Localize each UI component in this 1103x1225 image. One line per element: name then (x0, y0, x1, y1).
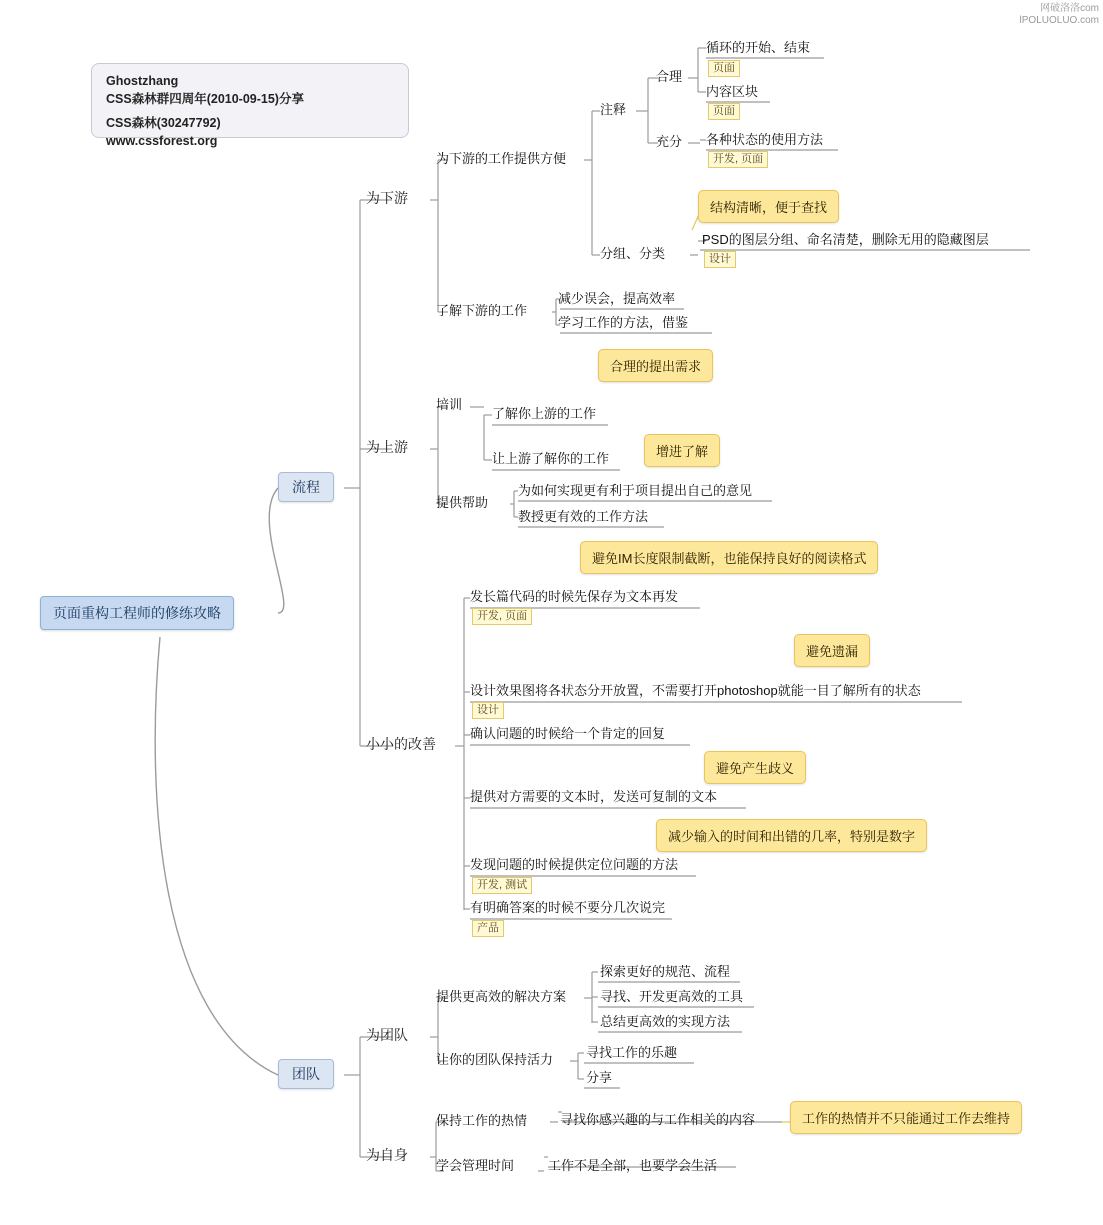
node-chongfen[interactable]: 充分 (656, 134, 683, 149)
node-provide-help[interactable]: 提供帮助 (436, 495, 489, 510)
tag-dev-page-2 (472, 607, 532, 625)
node-peixun[interactable]: 培训 (436, 397, 463, 412)
branch-node-tuandui[interactable] (278, 1059, 334, 1089)
node-loop-start-end[interactable]: 循环的开始、结束 (706, 40, 811, 55)
info-box (91, 63, 409, 148)
branch-node-liucheng-label: 流程 (292, 479, 320, 495)
tag-product (472, 919, 504, 937)
tag-label: 页面 (708, 103, 740, 120)
node-manage-time[interactable]: 学会管理时间 (436, 1158, 515, 1173)
node-provide-convenience[interactable]: 为下游的工作提供方便 (436, 151, 567, 166)
node-weixiayou[interactable]: 为下游 (366, 190, 408, 206)
callout-avoid-ambiguity[interactable]: 避免产生歧义 (704, 751, 806, 784)
node-confirm-reply[interactable]: 确认问题的时候给一个肯定的回复 (470, 726, 666, 741)
node-team-vitality[interactable]: 让你的团队保持活力 (436, 1052, 554, 1067)
watermark-line2: lPOLUOLUO.com (1019, 15, 1099, 26)
node-weishangyou[interactable]: 为上游 (366, 439, 408, 455)
node-weizishen[interactable]: 为自身 (366, 1147, 408, 1163)
node-learn-method[interactable]: 学习工作的方法，借鉴 (558, 315, 689, 330)
watermark (1020, 3, 1099, 27)
node-copyable-text[interactable]: 提供对方需要的文本时，发送可复制的文本 (470, 789, 718, 804)
tag-dev-page-1 (708, 150, 768, 168)
node-long-code[interactable]: 发长篇代码的时候先保存为文本再发 (470, 589, 679, 604)
callout-reasonable-requirements[interactable]: 合理的提出需求 (598, 349, 713, 382)
node-states-usage[interactable]: 各种状态的使用方法 (706, 132, 824, 147)
callout-reduce-input[interactable]: 减少输入的时间和出错的几率，特别是数字 (656, 819, 927, 852)
tag-label: 产品 (472, 920, 504, 937)
node-share[interactable]: 分享 (586, 1070, 613, 1085)
info-event: CSS森林群四周年(2010-09-15)分享 (106, 92, 304, 106)
tag-label: 设计 (704, 251, 736, 268)
tag-dev-test (472, 876, 532, 894)
node-answer-once[interactable]: 有明确答案的时候不要分几次说完 (470, 900, 666, 915)
info-author: Ghostzhang (106, 74, 179, 88)
info-group: CSS森林(30247792) (106, 116, 221, 130)
tag-label: 页面 (708, 60, 740, 77)
tag-label: 开发, 页面 (472, 608, 532, 625)
root-node[interactable] (40, 596, 234, 630)
node-locate-problem[interactable]: 发现问题的时候提供定位问题的方法 (470, 857, 679, 872)
callout-structure-clear[interactable]: 结构清晰，便于查找 (698, 190, 839, 223)
node-find-tools[interactable]: 寻找、开发更高效的工具 (600, 989, 744, 1004)
tag-label: 开发, 页面 (708, 151, 768, 168)
callout-improve-understanding[interactable]: 增进了解 (644, 434, 720, 467)
node-project-opinion[interactable]: 为如何实现更有利于项目提出自己的意见 (518, 483, 753, 498)
branch-node-tuandui-label: 团队 (292, 1066, 320, 1082)
tag-page-2 (708, 102, 740, 120)
node-let-upstream-know[interactable]: 让上游了解你的工作 (492, 451, 610, 466)
watermark-line1: 网破洛洛com (1040, 3, 1099, 14)
node-understand-downstream[interactable]: 了解下游的工作 (436, 303, 528, 318)
tag-label: 设计 (472, 702, 504, 719)
node-explore-standards[interactable]: 探索更好的规范、流程 (600, 964, 731, 979)
node-teach-methods[interactable]: 教授更有效的工作方法 (518, 509, 649, 524)
root-node-label: 页面重构工程师的修练攻略 (53, 605, 221, 621)
node-keep-passion[interactable]: 保持工作的热情 (436, 1113, 528, 1128)
node-know-upstream[interactable]: 了解你上游的工作 (492, 406, 597, 421)
node-work-life[interactable]: 工作不是全部，也要学会生活 (548, 1158, 718, 1173)
branch-node-liucheng[interactable] (278, 472, 334, 502)
tag-page-1 (708, 59, 740, 77)
node-find-fun[interactable]: 寻找工作的乐趣 (586, 1045, 678, 1060)
node-design-states[interactable]: 设计效果图将各状态分开放置，不需要打开photoshop就能一目了解所有的状态 (470, 683, 921, 698)
node-find-interest[interactable]: 寻找你感兴趣的与工作相关的内容 (560, 1112, 756, 1127)
tag-design-1 (704, 250, 736, 268)
node-weituandui[interactable]: 为团队 (366, 1027, 408, 1043)
node-zhushi[interactable]: 注释 (600, 102, 627, 117)
node-efficient-solution[interactable]: 提供更高效的解决方案 (436, 989, 567, 1004)
tag-label: 开发, 测试 (472, 877, 532, 894)
callout-avoid-omission[interactable]: 避免遗漏 (794, 634, 870, 667)
callout-work-passion[interactable]: 工作的热情并不只能通过工作去维持 (790, 1101, 1022, 1134)
info-site: www.cssforest.org (106, 134, 218, 148)
node-heli[interactable]: 合理 (656, 69, 683, 84)
node-content-block[interactable]: 内容区块 (706, 84, 759, 99)
callout-avoid-im-truncation[interactable]: 避免IM长度限制截断，也能保持良好的阅读格式 (580, 541, 878, 574)
node-psd-layers[interactable]: PSD的图层分组、命名清楚，删除无用的隐藏图层 (702, 232, 989, 247)
node-fenzu-fenlei[interactable]: 分组、分类 (600, 246, 666, 261)
tag-design-2 (472, 701, 504, 719)
node-xiaoxiao-gaishan[interactable]: 小小的改善 (366, 736, 436, 752)
node-reduce-mistake[interactable]: 减少误会，提高效率 (558, 291, 676, 306)
node-summarize-methods[interactable]: 总结更高效的实现方法 (600, 1014, 731, 1029)
